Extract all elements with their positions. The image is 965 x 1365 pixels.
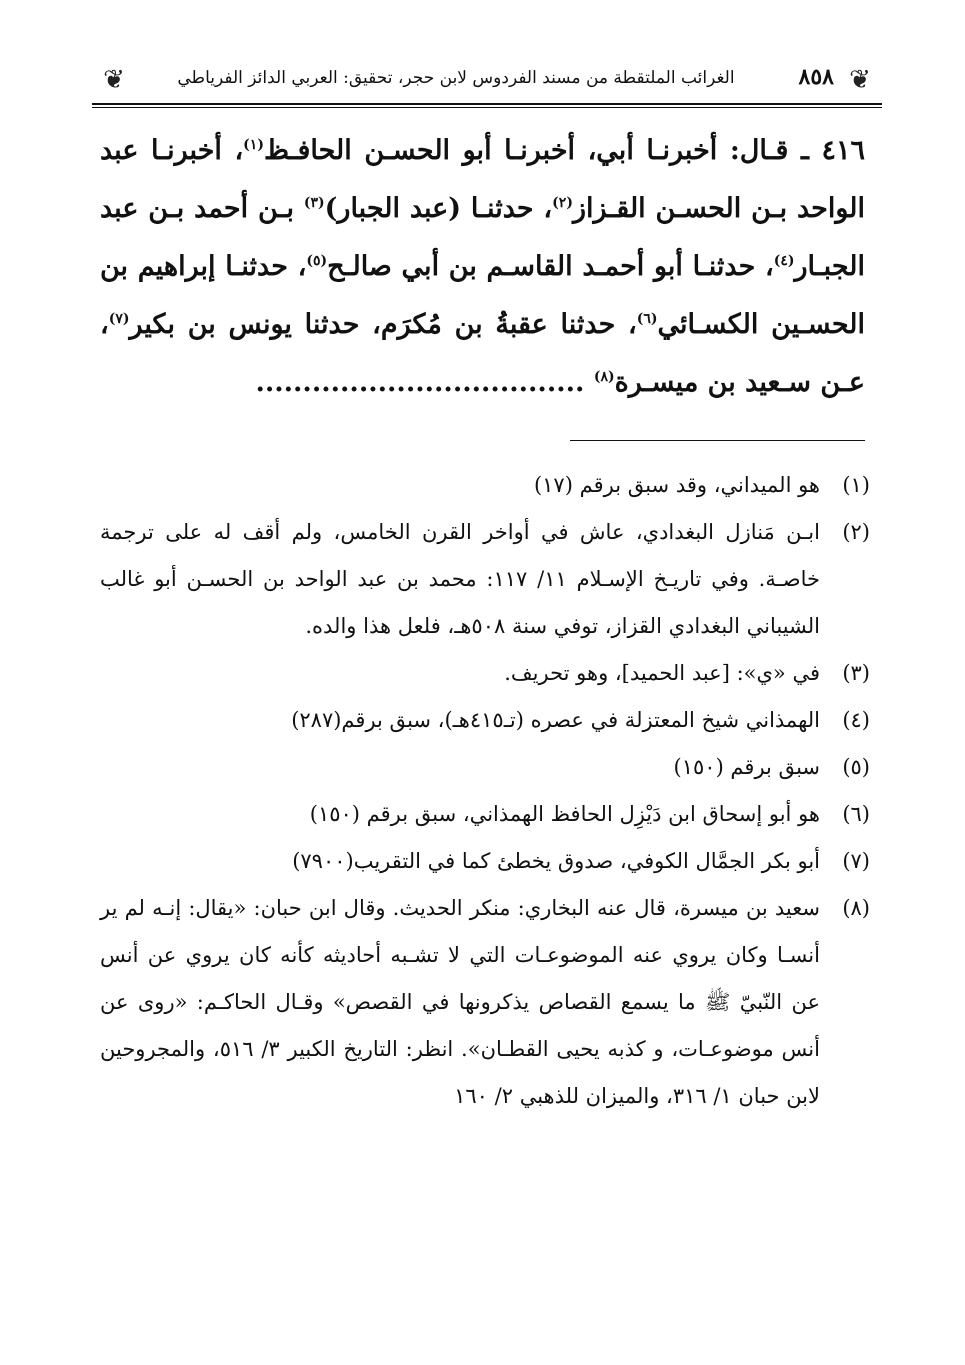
- hadith-paragraph: ٤١٦ ـ قـال: أخبرنـا أبي، أخبرنـا أبو الحسـن الحافـظ$^{(١)}$، أخبرنـا عبد الواحد بـن الحسـن القـزاز$^{(٢)}$، حدثنـا (عبد الجبار)$^{(٣)}$ بـن أحمد بـن عبد الجبـار$^{(٤)}$، حدثنـا أبو أحمـد القاسـم بن أبي صالـح$^{(٥)}$، حدثنـا إبراهيم بن الحسـين الكسـائي$^{(٦)}$، حدثنا عقبةُ بن مُكرَم، حدثنا يونس بن بكير$^{(٧)}$، عـن سـعيد بن ميسـرة$^{(٨)}$ ...................................: [100, 135, 866, 398]
- footnote-number: (٢): [842, 520, 870, 544]
- footnote-text: سبق برقم (١٥٠): [673, 755, 820, 779]
- footnote-ref[interactable]: (٥): [306, 253, 328, 269]
- text-line: عبد الجبـار: [100, 193, 865, 282]
- text-line: بكير: [129, 309, 175, 340]
- text-line: ٤١٦ ـ قـال: أخبرنـا أبي، أخبرنـا أبو الحسـن الحافـظ: [263, 135, 866, 166]
- footnote-item: [100, 697, 870, 744]
- footnotes: [100, 462, 870, 1120]
- footnote-text: الهمذاني شيخ المعتزلة في عصره (تـ٤١٥هـ)، سبق برقم(٢٨٧): [291, 708, 820, 732]
- hadith-text: [100, 122, 865, 412]
- footnote-item: [100, 509, 870, 650]
- text-line: عبد الواحد بـن الحسـن القـزاز: [100, 135, 865, 224]
- footnote-item: [100, 650, 870, 697]
- footnote-item: [100, 885, 870, 1120]
- ornament-left-icon: ❦: [103, 65, 125, 95]
- footnote-ref[interactable]: (٦): [636, 311, 658, 327]
- footnote-number: (٥): [842, 755, 870, 779]
- header-rule: [92, 103, 882, 108]
- footnote-text: هو أبو إسحاق ابن دَيْزِل الحافظ الهمذاني، سبق برقم (١٥٠): [309, 802, 820, 826]
- page-header: [92, 60, 882, 104]
- running-title: الغرائب الملتقطة من مسند الفردوس لابن حجر، تحقيق: العربي الدائز الفرياطي: [177, 68, 735, 88]
- footnote-ref[interactable]: (٨): [593, 369, 615, 385]
- footnote-text: هو الميداني، وقد سبق برقم (١٧): [533, 473, 820, 497]
- footnote-ref[interactable]: (١): [243, 137, 264, 153]
- footnote-ref[interactable]: (٤): [773, 253, 795, 269]
- footnote-number: (١): [842, 473, 870, 497]
- footnote-separator: [570, 440, 865, 441]
- footnote-ref[interactable]: (٢): [552, 195, 573, 211]
- footnote-text: ابـن مَنازل البغدادي، عاش في أواخر القرن الخامس، ولم أقف له على ترجمة خاصـة. وفي تاريـخ الإسـلام ١١/ ١١٧: محمد بن عبد الواحد بن الحسـن أبو غالب الشيباني البغدادي القزاز، توفي سنة ٥٠٨هـ، فلعل هذا والده.: [100, 520, 820, 638]
- footnote-text: في «ي»: [عبد الحميد]، وهو تحريف.: [504, 661, 820, 685]
- footnote-item: [100, 462, 870, 509]
- footnote-number: (٨): [842, 896, 870, 920]
- footnote-number: (٣): [842, 661, 870, 685]
- footnote-item: [100, 838, 870, 885]
- footnote-item: [100, 791, 870, 838]
- footnote-text: أبو بكر الجمَّال الكوفي، صدوق يخطئ كما في التقريب(٧٩٠٠): [292, 849, 820, 873]
- footnote-text: سعيد بن ميسرة، قال عنه البخاري: منكر الحديث. وقال ابن حبان: «يقال: إنـه لم ير أنسـا وكان يروي عنه الموضوعـات التي لا تشـبه أحاديثه كأنه كان يروي عن أنس عن النّبيّ ﷺ ما يسمع القصاص يذكرونها في القصص» وقـال الحاكـم: «روى عن أنس موضوعـات، و كذبه يحيى القطـان». انظر: التاريخ الكبير ٣/ ٥١٦، والمجروحين لابن حبان ١/ ٣١٦، والميزان للذهبي ٢/ ١٦٠: [100, 896, 820, 1108]
- footnote-ref[interactable]: (٣): [303, 195, 325, 211]
- footnote-ref[interactable]: (٧): [108, 311, 130, 327]
- ornament-right-icon: ❦: [849, 65, 871, 95]
- footnote-item: [100, 744, 870, 791]
- footnote-number: (٦): [842, 802, 870, 826]
- text-line: إبراهيم بن الحسـين الكسـائي: [100, 251, 866, 340]
- footnote-number: (٧): [842, 849, 870, 873]
- page-number: ٨٥٨: [798, 64, 834, 90]
- footnote-number: (٤): [842, 708, 870, 732]
